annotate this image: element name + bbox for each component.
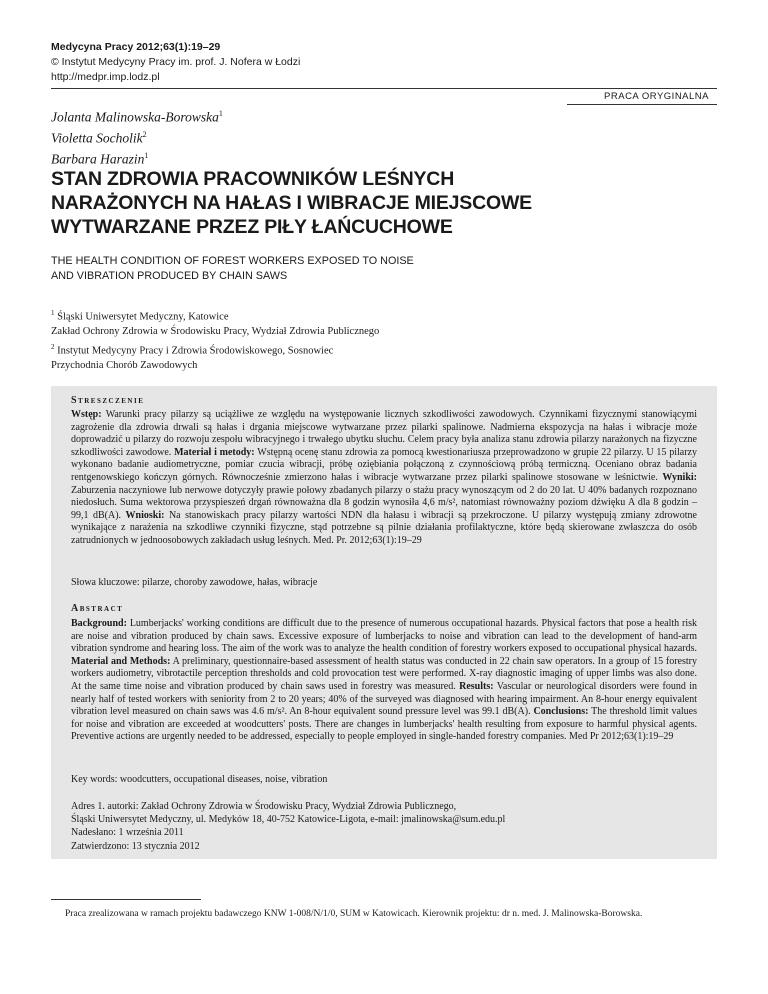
journal-header: [51, 40, 300, 85]
streszczenie-heading: Streszczenie: [71, 395, 145, 406]
article-title-pl: STAN ZDROWIA PRACOWNIKÓW LEŚNYCH NARAŻONYCH NA HAŁAS I WIBRACJE MIEJSCOWE WYTWARZANE PRZEZ PIŁY ŁAŃCUCHOWE: [51, 168, 532, 238]
abstract-keywords: Key words: woodcutters, occupational diseases, noise, vibration: [71, 774, 328, 785]
author: Barbara Harazin$^1$: [51, 151, 149, 167]
affiliation-line: $^1$ Śląski Uniwersytet Medyczny, Katowice: [51, 309, 229, 323]
article-title-en: THE HEALTH CONDITION OF FOREST WORKERS EXPOSED TO NOISE AND VIBRATION PRODUCED BY CHAIN SAWS: [51, 255, 414, 282]
section-label: PRACA ORYGINALNA: [604, 91, 709, 102]
abstract-heading: Abstract: [71, 603, 124, 614]
funding-footnote: Praca zrealizowana w ramach projektu badawczego KNW 1-008/N/1/0, SUM w Katowicach. Kierownik projektu: dr n. med. J. Malinowska-Borowska.: [65, 909, 643, 919]
journal-copyright: © Instytut Medycyny Pracy im. prof. J. Nofera w Łodzi: [51, 56, 301, 68]
affiliation-line: Przychodnia Chorób Zawodowych: [51, 359, 198, 371]
abstract-body: Background: Lumberjacks' working conditions are difficult due to the presence of numerous occupational hazards. Physical factors that pose a health risk are noise and vibration produced by chain saws. Excessive exposure of lumberjacks to noise and vibration can lead to the development of hand-arm vibration syndrome and hearing loss. The aim of the work was to analyze the health condition of forestry workers exposed to occupational physical hazards. Material and Methods: A preliminary, questionnaire-based assessment of health status was conducted in 22 chain saw operators. In a group of 15 forestry workers audiometry, vibrotactile perception thresholds and cold provocation test were performed. X-ray diagnostic imaging of upper limbs was also done. At the same time noise and vibration produced by chain saws used in forestry was measured. Results: Vascular or neurological disorders were found in nearly half of tested workers with seniority from 2 to 20 years; 40% of the surveyed was diagnosed with hearing impairment. An 8-hour energy equivalent vibration level measured on chain saws was 4.6 m/s². An 8-hour equivalent sound pressure level was 99.1 dB(A). Conclusions: The threshold limit values for noise and vibration are exceeded at woodcutters' posts. There are changes in lumberjacks' health resulting from exposure to harmful physical agents. Preventive actions are urgently needed to be addressed, especially to people employed in single-handed forestry companies. Med Pr 2012;63(1):19–29: [71, 618, 697, 743]
header-rule: [51, 88, 717, 89]
streszczenie-body: Wstęp: Warunki pracy pilarzy są uciążliwe ze względu na występowanie licznych szkodliwości zawodowych. Czynnikami fizycznymi stanowiącymi zagrożenie dla zdrowia drwali są hałas i drgania miejscowe wytwarzane przez pilarki spalinowe. Nadmierna ekspozycja na hałas i wibracje może doprowadzić u pilarzy do rozwoju zespołu wibracyjnego i trwałego ubytku słuchu. Celem pracy była analiza stanu zdrowia pilarzy narażonych na fizyczne szkodliwości zawodowe. Materiał i metody: Wstępną ocenę stanu zdrowia za pomocą kwestionariusza przeprowadzono w grupie 22 pilarzy. U 15 pilarzy wykonano badanie audiometryczne, pomiar czucia wibracji, próbę oziębiania połączoną z czynnościową próbą termiczną. Oceniano obraz badania rentgenowskiego kończyn górnych. Równocześnie zmierzono hałas i wibracje wytwarzane przez pilarki spalinowe stosowane w leśnictwie. Wyniki: Zaburzenia naczyniowe lub nerwowe dotyczyły prawie połowy zbadanych pilarzy o stażu pracy wynoszącym od 2 do 20 lat. U 40% badanych rozpoznano niedosłuch. Suma wektorowa przyspieszeń drgań równoważna dla 8 godzin wynosiła 4,6 m/s², natomiast równoważny poziom dźwięku A dla 8 godzin – 99,1 dB(A). Wnioski: Na stanowiskach pracy pilarzy wartości NDN dla hałasu i wibracji są przekroczone. U pilarzy występują zmiany zdrowotne wynikające z narażenia na szkodliwe czynniki fizyczne, stąd potrzebne są pilnie działania profilaktyczne, które będą skierowane zwłaszcza do osób zatrudnionych w jednoosobowych zakładach usług leśnych. Med. Pr. 2012;63(1):19–29: [71, 409, 697, 546]
author: Violetta Socholik$^2$: [51, 130, 147, 146]
footnote-rule: [51, 899, 201, 900]
section-rule: [567, 104, 717, 105]
streszczenie-keywords: Słowa kluczowe: pilarze, choroby zawodowe, hałas, wibracje: [71, 577, 318, 588]
journal-citation: Medycyna Pracy 2012;63(1):19–29: [51, 41, 221, 53]
affiliation-line: Zakład Ochrony Zdrowia w Środowisku Pracy, Wydział Zdrowia Publicznego: [51, 326, 380, 337]
abstract-box: [51, 386, 717, 859]
correspondence: Adres 1. autorki: Zakład Ochrony Zdrowia w Środowisku Pracy, Wydział Zdrowia Publicznego, Śląski Uniwersytet Medyczny, ul. Medyków 18, 40-752 Katowice-Ligota, e-mail: jmalinowska@sum.edu.pl Nadesłano: 1 września 2011 Zatwierdzono: 13 stycznia 2012: [71, 801, 506, 852]
journal-url[interactable]: http://medpr.imp.lodz.pl: [51, 71, 160, 83]
author: Jolanta Malinowska-Borowska$^1$: [51, 109, 223, 125]
affiliations: [51, 306, 379, 373]
author-list: [51, 105, 223, 168]
affiliation-line: $^2$ Instytut Medycyny Pracy i Zdrowia Środowiskowego, Sosnowiec: [51, 342, 334, 356]
